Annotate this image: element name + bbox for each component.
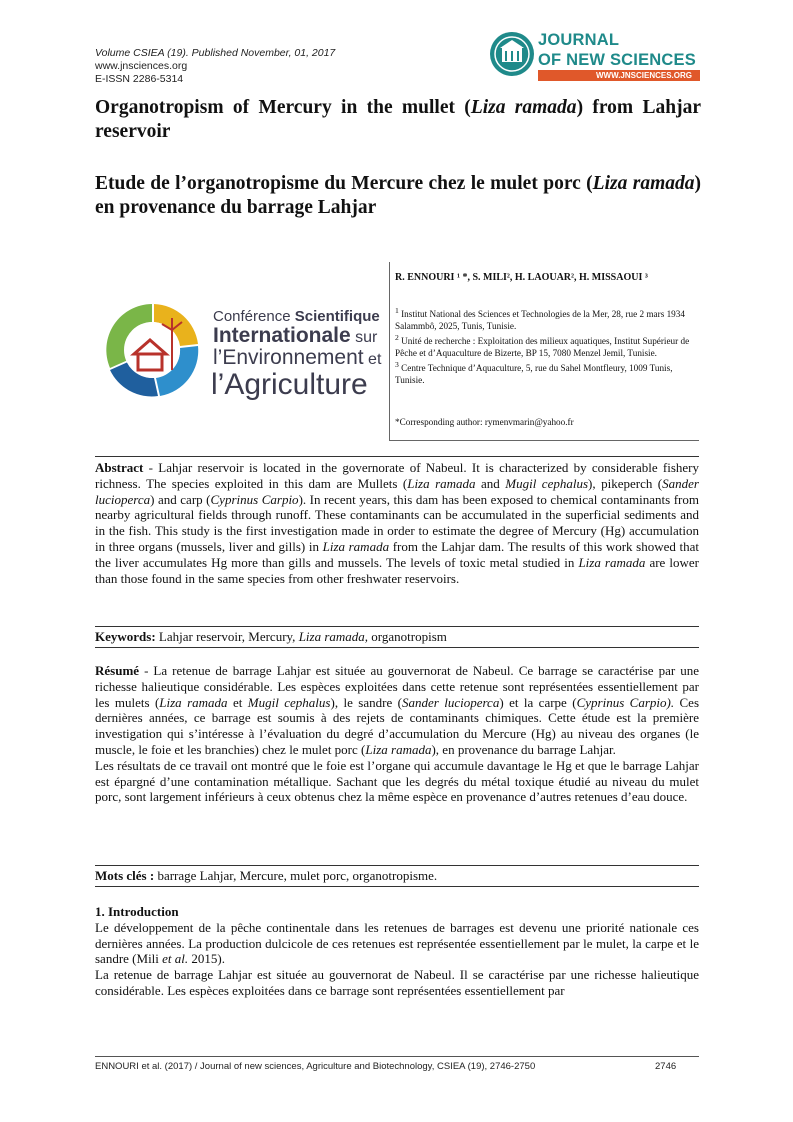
author-block-border (389, 262, 390, 440)
corresponding-author: *Corresponding author: rymenvmarin@yahoo.fr (395, 417, 574, 427)
title-english: Organotropism of Mercury in the mullet (Liza ramada) from Lahjar reservoir (95, 97, 701, 142)
affiliation-3: $^3$ Centre Technique d’Aquaculture, 5, rue du Sahel Montfleury, 1009 Tunis, Tunisie. (395, 360, 673, 385)
abstract: Abstract - Lahjar reservoir is located in the governorate of Nabeul. It is characterized by considerable fishery richness. The species exploited in this dam are Mullets (Liza ramada and Mugil cephalus), pikeperch (Sander lucioperca) and carp (Cyprinus Carpio). In recent years, this dam has been exposed to chemical contaminants from nearby agricultural fields through runoff. These contaminants can be accumulated in the superficial sediments and in the fish. This study is the first investigation made in order to estimate the degree of Mercury (Hg) accumulation in three organs (mussels, liver and gills) in Liza ramada from the Lahjar dam. The results of this work showed that the liver accumulates Hg more than gills and mussels. The levels of toxic metal studied in Liza ramada are lower than those found in the same species from other freshwater reservoirs. (95, 460, 699, 586)
keywords: Keywords: Lahjar reservoir, Mercury, Liza ramada, organotropism (95, 629, 447, 644)
conference-logo (100, 298, 385, 404)
conference-line2: Internationale sur (213, 324, 378, 347)
affiliation-2: $^2$ Unité de recherche : Exploitation des milieux aquatiques, Institut Supérieur de Pêche et d’Aquaculture de Bizerte, BP 15, 7080 Menzel Jemil, Tunisie. (395, 333, 690, 358)
conference-line4: l’Agriculture (211, 368, 368, 401)
author-block-underline (389, 440, 699, 441)
journal-name-line1: JOURNAL (538, 31, 620, 49)
journal-emblem-icon (488, 28, 536, 80)
keywords-bottom-rule (95, 647, 699, 648)
page-footer (95, 1061, 699, 1072)
affiliation-1: $^1$ Institut National des Sciences et Technologies de la Mer, 28, rue 2 mars 1934 Salammbô, 2025, Tunis, Tunisie. (395, 306, 685, 331)
website-line: www.jnsciences.org (95, 60, 188, 72)
journal-url: WWW.JNSCIENCES.ORG (596, 71, 693, 80)
conference-emblem-icon (100, 298, 204, 402)
journal-logo (488, 26, 700, 88)
abstract-top-rule (95, 456, 699, 457)
mots-cles-bottom-rule (95, 886, 699, 887)
journal-header (95, 47, 335, 86)
journal-name-line2: OF NEW SCIENCES (538, 51, 696, 69)
conference-line1: Conférence Scientifique (213, 308, 380, 325)
journal-name (538, 30, 696, 70)
conference-line3: l’Environnement et (213, 346, 382, 369)
mots-cles-top-rule (95, 865, 699, 866)
volume-line: Volume CSIEA (19). Published November, 01, 2017 (95, 47, 336, 59)
mots-cles: Mots clés : barrage Lahjar, Mercure, mulet porc, organotropisme. (95, 868, 438, 883)
author-list: R. ENNOURI ¹ *, S. MILI², H. LAOUAR², H. MISSAOUI ³ (395, 272, 648, 283)
footer-rule (95, 1056, 699, 1057)
issn-line: E-ISSN 2286-5314 (95, 73, 184, 85)
introduction: 1. Introduction Le développement de la pêche continentale dans les retenues de barrages est devenu une priorité nationale ces dernières années. La production dulcicole de ces retenues est représentée essentiellement par le mulet, la carpe et le sandre (Mili et al. 2015). La retenue de barrage Lahjar est située au gouvernorat de Nabeul. Il se caractérise par une richesse halieutique considérable. Les espèces exploitées dans ce barrage sont représentées essentiellement par (95, 904, 699, 998)
keywords-top-rule (95, 626, 699, 627)
resume: Résumé - La retenue de barrage Lahjar est située au gouvernorat de Nabeul. Ce barrage se caractérise par une richesse halieutique considérable. Les espèces exploitées dans cette retenue sont représentées essentiellement par les mulets (Liza ramada et Mugil cephalus), le sandre (Sander lucioperca) et la carpe (Cyprinus Carpio). Ces dernières années, ce barrage est soumis à des rejets de contaminants chimiques. Cette étude est la première investigation qui s’intéresse à l’évaluation du degré d’accumulation du Mercure (Hg) au niveau des organes (le muscle, le foie et les branchies) chez le mulet porc (Liza ramada), en provenance du barrage Lahjar. Les résultats de ce travail ont montré que le foie est l’organe qui accumule davantage le Hg et que le barrage Lahjar est épargné d’une contamination métallique. Sachant que les degrés du métal toxique étudié au niveau du mulet porc, sont largement inférieurs à ceux obtenus chez la même espèce en provenance d’autres retenues d’eau douce. (95, 663, 700, 805)
affiliations (395, 305, 695, 386)
title-french: Etude de l’organotropisme du Mercure chez le mulet porc (Liza ramada) en provenance du barrage Lahjar (95, 173, 701, 218)
footer-citation: ENNOURI et al. (2017) / Journal of new sciences, Agriculture and Biotechnology, CSIEA (19), 2746-2750 (95, 1061, 536, 1072)
introduction-heading: 1. Introduction (95, 904, 179, 919)
page-number: 2746 (655, 1061, 677, 1072)
